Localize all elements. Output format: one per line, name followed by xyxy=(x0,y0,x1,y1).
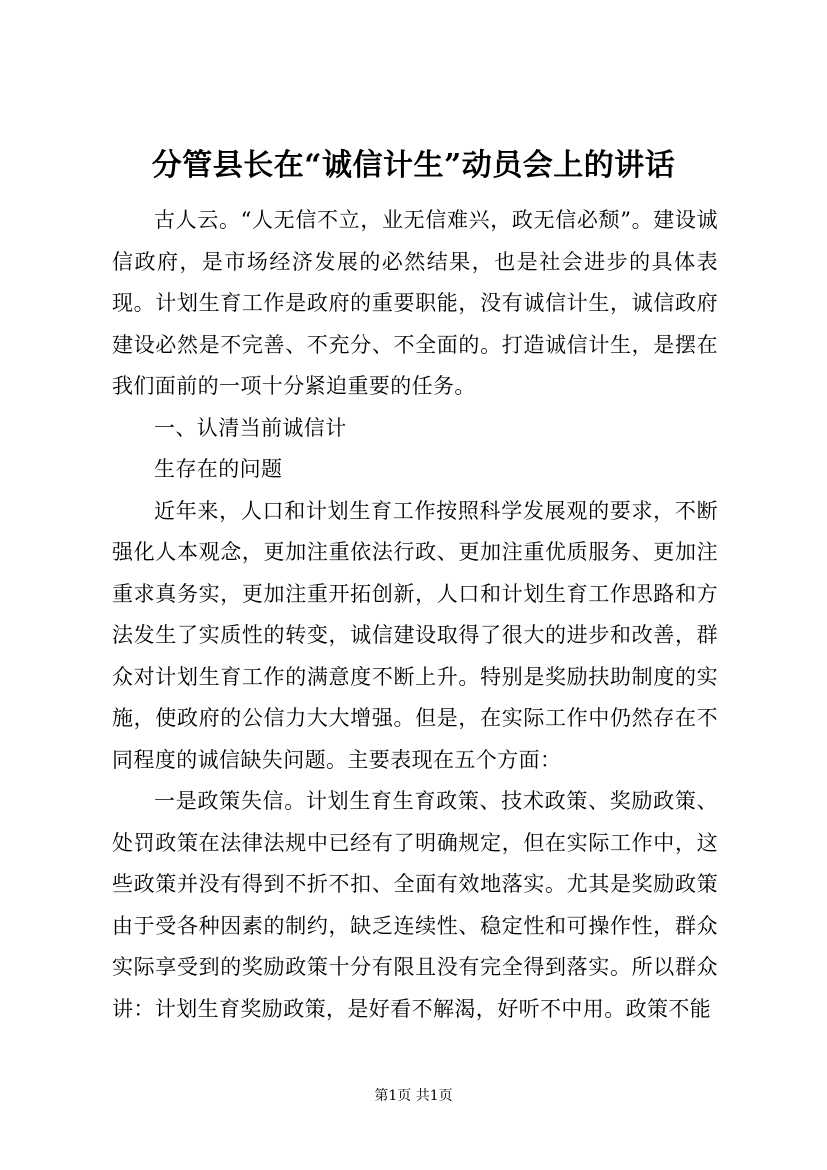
page-footer: 第1页 共1页 xyxy=(374,1088,453,1104)
document-body xyxy=(112,200,718,1030)
section-heading-line-1: 一、认清当前诚信计 xyxy=(154,415,347,440)
section-heading-line-2: 生存在的问题 xyxy=(154,457,283,481)
document-title: 分管县长在“诚信计生”动员会上的讲话 xyxy=(151,148,676,183)
paragraph-intro: 古人云。“人无信不立，业无信难兴，政无信必颓”。建设诚信政府，是市场经济发展的必然结果，也是社会进步的具体表现。计划生育工作是政府的重要职能，没有诚信计生，诚信政府建设必然是不完善、不充分、不全面的。打造诚信计生，是摆在我们面前的一项十分紧迫重要的任务。 xyxy=(112,208,718,398)
paragraph-policy-dishonesty: 一是政策失信。计划生育生育政策、技术政策、奖励政策、处罚政策在法律法规中已经有了明确规定，但在实际工作中，这些政策并没有得到不折不扣、全面有效地落实。尤其是奖励政策由于受各种因素的制约，缺乏连续性、稳定性和可操作性，群众实际享受到的奖励政策十分有限且没有完全得到落实。所以群众讲：计划生育奖励政策，是好看不解渴，好听不中用。政策不能 xyxy=(112,789,718,1021)
paragraph-recent-years: 近年来，人口和计划生育工作按照科学发展观的要求，不断强化人本观念，更加注重依法行政、更加注重优质服务、更加注重求真务实，更加注重开拓创新，人口和计划生育工作思路和方法发生了实质性的转变，诚信建设取得了很大的进步和改善，群众对计划生育工作的满意度不断上升。特别是奖励扶助制度的实施，使政府的公信力大大增强。但是，在实际工作中仍然存在不同程度的诚信缺失问题。主要表现在五个方面： xyxy=(112,498,718,772)
